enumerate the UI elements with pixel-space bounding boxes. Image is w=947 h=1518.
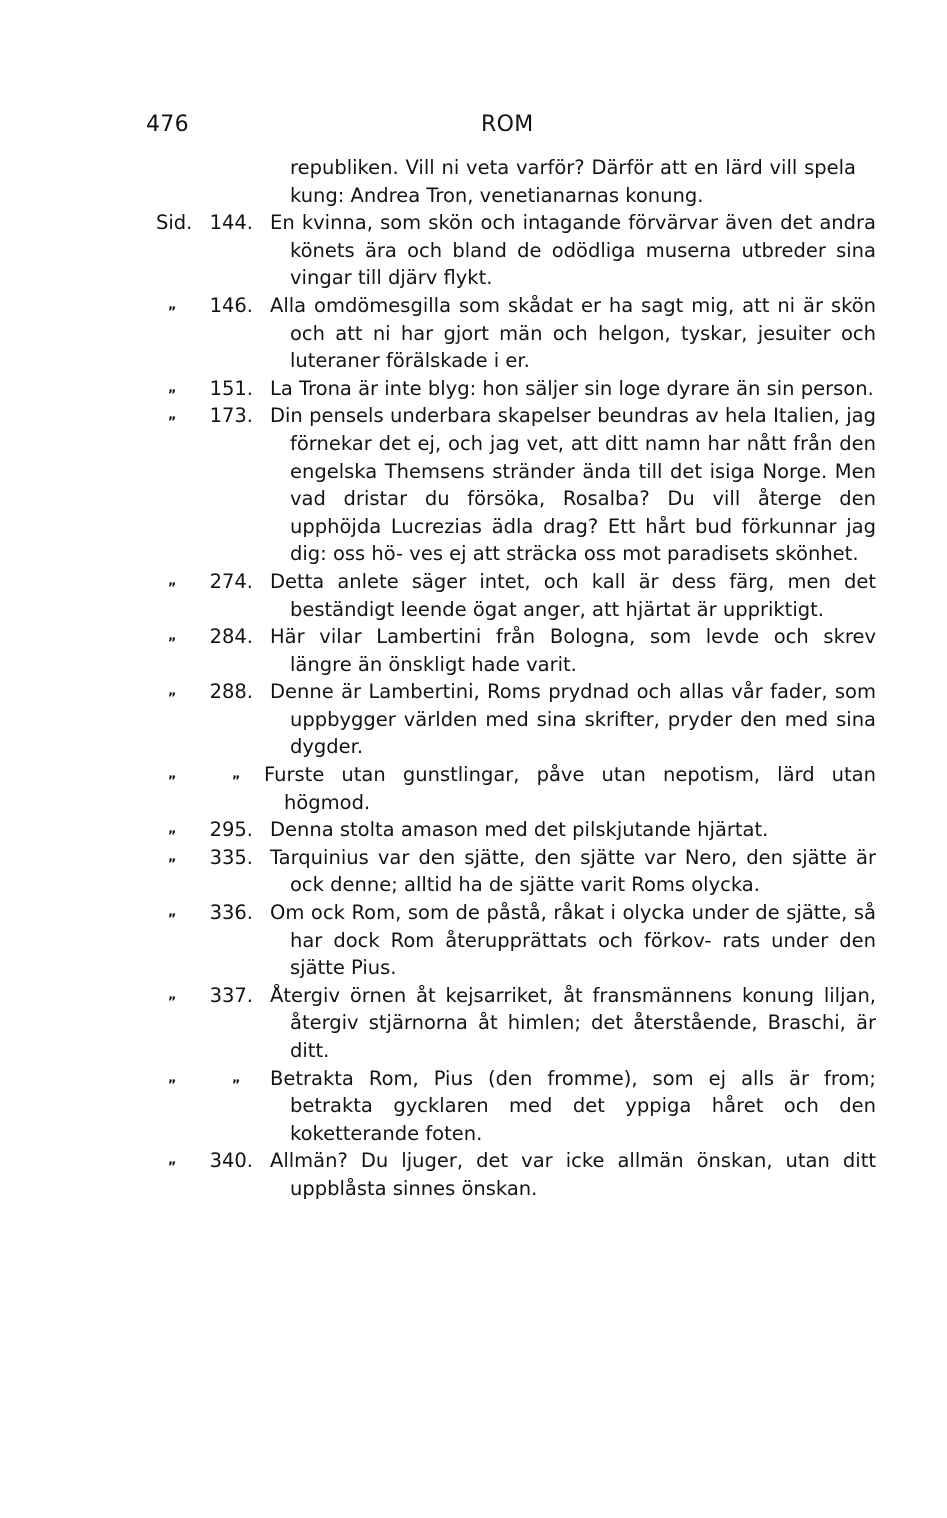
entry-ditto-mark: „ (168, 629, 177, 645)
list-item (0, 844, 947, 899)
entry-text: La Trona är inte blyg: hon säljer sin loge dyrare än sin person. (270, 376, 874, 400)
entry-page-ref: 288. (209, 680, 253, 704)
entry-text: Återgiv örnen åt kejsarriket, åt fransmännens konung liljan, återgiv stjärnorna åt himlen; det återstående, Braschi, är ditt. (270, 983, 876, 1062)
list-item (0, 678, 947, 761)
entry-ditto-mark: „ (168, 849, 177, 865)
list-item (0, 375, 947, 403)
entry-ditto-mark: „ (168, 380, 177, 396)
list-item (0, 154, 947, 209)
entry-text: Denna stolta amason med det pilskjutande hjärtat. (270, 818, 769, 842)
entry-page-ref: 337. (209, 983, 253, 1007)
entry-text: Tarquinius var den sjätte, den sjätte var Nero, den sjätte är ock denne; alltid ha de sjätte varit Roms olycka. (270, 845, 876, 897)
entry-ditto-mark: „ (168, 905, 177, 921)
entry-page-ref: 295. (209, 818, 253, 842)
entry-text: Denne är Lambertini, Roms prydnad och allas vår fader, som uppbygger världen med sina skrifter, pryder den med sina dygder. (270, 680, 876, 759)
entry-page-ref: 144. (209, 211, 253, 235)
entry-page-ref: 274. (209, 569, 253, 593)
entry-ditto-mark: „ (168, 1070, 177, 1086)
entry-ditto-mark: „ (168, 1153, 177, 1169)
entry-page-ref: 173. (209, 404, 253, 428)
list-item (0, 568, 947, 623)
entry-page-ref: 284. (209, 625, 253, 649)
page-number: 476 (146, 112, 189, 137)
list-item (0, 623, 947, 678)
entry-ditto-mark: „ (168, 767, 177, 783)
entry-text: Din pensels underbara skapelser beundras av hela Italien, jag förnekar det ej, och jag vet, att ditt namn har nått från den engelska Themsens stränder ända till det isiga Norge. Men vad dristar du försöka, Rosalba? Du vill återge den upphöjda Lucrezias ädla drag? Ett hårt bud förkunnar jag dig: oss hö- ves ej att sträcka oss mot paradisets skönhet. (270, 404, 876, 566)
entry-sid-label: Sid. (156, 211, 193, 235)
entry-page-ref: „ (232, 1070, 241, 1086)
running-title: ROM (481, 112, 534, 137)
list-item (0, 1065, 947, 1148)
entry-text: Furste utan gunstlingar, påve utan nepotism, lärd utan högmod. (264, 763, 876, 814)
list-item (0, 1147, 947, 1202)
entry-text: Betrakta Rom, Pius (den fromme), som ej alls är from; betrakta gycklaren med det yppiga håret och den koketterande foten. (270, 1066, 876, 1145)
list-item (0, 402, 947, 568)
entry-text: Här vilar Lambertini från Bologna, som levde och skrev längre än önskligt hade varit. (270, 625, 876, 676)
entry-page-ref: 336. (209, 901, 253, 925)
entry-text: Detta anlete säger intet, och kall är dess färg, men det beständigt leende ögat anger, att hjärtat är uppriktigt. (270, 569, 876, 621)
entry-ditto-mark: „ (168, 408, 177, 424)
entry-ditto-mark: „ (168, 822, 177, 838)
entry-page-ref: 335. (209, 845, 253, 869)
list-item (0, 209, 947, 292)
entry-page-ref: 146. (209, 293, 253, 317)
entry-ditto-mark: „ (168, 684, 177, 700)
list-item (0, 899, 947, 982)
entry-text: Om ock Rom, som de påstå, råkat i olycka under de sjätte, så har dock Rom återupprättats och förkov- rats under den sjätte Pius. (270, 901, 876, 980)
list-item (0, 982, 947, 1065)
list-item (0, 292, 947, 375)
entry-text: republiken. Vill ni veta varför? Därför att en lärd vill spela kung: Andrea Tron, venetianarnas konung. (290, 156, 856, 207)
entries-list (0, 154, 947, 1203)
list-item (0, 761, 947, 816)
entry-ditto-mark: „ (168, 987, 177, 1003)
page-header (0, 108, 947, 144)
entry-page-ref: „ (232, 767, 241, 783)
entry-text: Alla omdömesgilla som skådat er ha sagt mig, att ni är skön och att ni har gjort män och helgon, tyskar, jesuiter och luteraner förälskade i er. (270, 293, 876, 373)
entry-page-ref: 151. (209, 376, 253, 400)
entry-text: En kvinna, som skön och intagande förvärvar även det andra könets ära och bland de odödliga muserna utbreder sina vingar till djärv flykt. (270, 211, 876, 290)
entry-ditto-mark: „ (168, 297, 177, 313)
entry-page-ref: 340. (209, 1149, 253, 1173)
entry-ditto-mark: „ (168, 573, 177, 589)
list-item (0, 816, 947, 844)
entry-text: Allmän? Du ljuger, det var icke allmän önskan, utan ditt uppblåsta sinnes önskan. (270, 1149, 876, 1200)
